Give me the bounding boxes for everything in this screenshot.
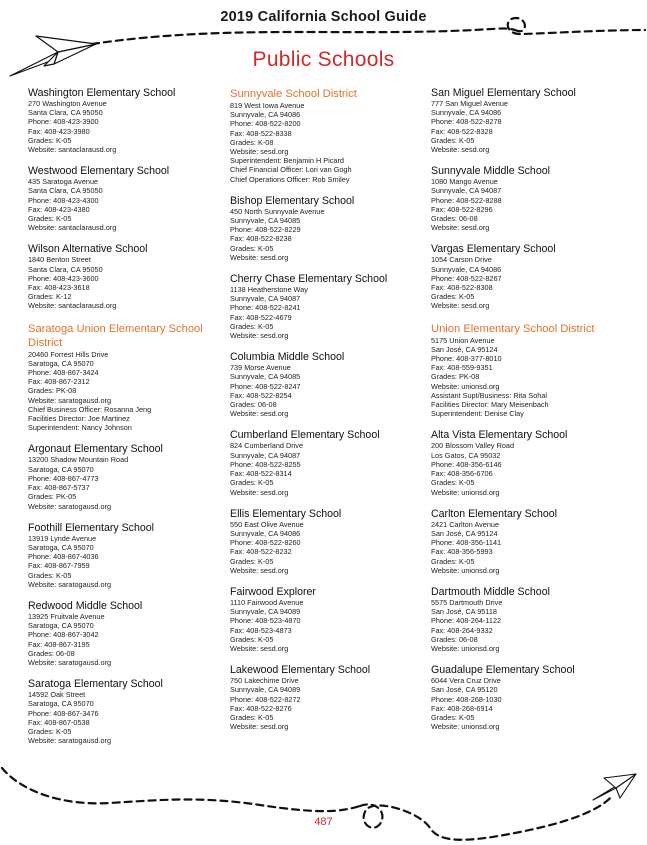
entry-detail-line: Fax: 408-523-4873 [230,625,292,635]
entry-detail-line: Fax: 408-522-8232 [230,547,292,557]
entry-detail-line: 13919 Lynde Avenue [28,533,97,543]
entry-detail-line: 1840 Benton Street [28,255,91,265]
entry-detail-line: Sunnyvale, CA 94086 [230,528,301,538]
entry-detail-line: Phone: 408-867-3424 [28,368,99,378]
school-entry [230,273,430,340]
district-entry [230,87,430,184]
school-name: Argonaut Elementary School [28,443,163,456]
school-entry [431,508,631,575]
entry-detail-line: Grades: K-05 [230,243,274,253]
school-name: Redwood Middle School [28,599,143,612]
entry-detail-line: Grades: 06-08 [28,648,75,658]
entry-detail-line: Sunnyvale, CA 94086 [431,108,502,118]
entry-detail-line: San José, CA 95118 [431,607,497,617]
district-name: Union Elementary School District [431,322,595,335]
entry-detail-line: 824 Cumberland Drive [230,441,304,451]
school-entry [28,243,228,310]
school-name: Cherry Chase Elementary School [230,273,388,286]
school-name: Foothill Elementary School [28,521,155,534]
school-name: Cumberland Elementary School [230,429,380,442]
entry-detail-line: Phone: 408-522-8229 [230,225,301,235]
entry-detail-line: 270 Washington Avenue [28,99,107,108]
entry-detail-line: Website: sesd.org [230,331,289,341]
entry-detail-line: Grades: K-05 [230,712,274,722]
school-entry [431,664,631,731]
directory-column-1 [28,87,228,756]
entry-detail-line: Website: santaclarausd.org [28,223,117,233]
entry-detail-line: Sunnyvale, CA 94085 [230,372,301,382]
entry-detail-line: Sunnyvale, CA 94085 [230,216,301,226]
entry-detail-line: Website: sesd.org [230,722,289,732]
entry-detail-line: Website: saratogausd.org [28,395,112,405]
page-number: 487 [314,816,333,828]
entry-detail-line: 819 West Iowa Avenue [230,101,305,110]
entry-detail-line: Fax: 408-867-5737 [28,483,90,493]
entry-detail-line: Fax: 408-522-8314 [230,469,292,479]
entry-detail-line: San José, CA 95124 [431,528,498,538]
entry-detail-line: Sunnyvale, CA 94087 [230,294,301,304]
entry-detail-line: 750 Lakechime Drive [230,676,299,686]
entry-detail-line: Fax: 408-423-3980 [28,126,90,136]
entry-detail-line: Grades: K-05 [431,292,475,302]
directory-column-2 [230,87,430,742]
entry-detail-line: Grades: K-05 [28,135,72,145]
district-entry [28,322,228,433]
entry-detail-line: Saratoga, CA 95070 [28,358,94,368]
entry-detail-line: Phone: 408-522-8255 [230,459,301,469]
entry-detail-line: 14592 Oak Street [28,690,86,700]
directory-column-3 [431,87,631,742]
entry-detail-line: Santa Clara, CA 95050 [28,186,103,196]
entry-detail-line: Phone: 408-356-1141 [431,538,502,548]
school-name: Washington Elementary School [28,87,176,99]
entry-detail-line: 435 Saratoga Avenue [28,177,99,187]
entry-detail-line: Phone: 408-867-4036 [28,552,99,562]
entry-detail-line: 2421 Carlton Avenue [431,519,500,529]
entry-detail-line: Saratoga, CA 95070 [28,699,94,709]
entry-detail-line: Website: saratogausd.org [28,501,112,511]
entry-detail-line: 5175 Union Avenue [431,335,495,345]
entry-detail-line: 5575 Dartmouth Drive [431,597,503,607]
paper-airplane-icon [590,770,640,805]
school-entry [28,87,228,154]
entry-detail-line: Phone: 408-264-1122 [431,616,502,626]
school-entry [431,586,631,653]
district-entry [431,322,631,419]
entry-detail-line: Fax: 408-522-8276 [230,703,292,713]
school-name: Westwood Elementary School [28,165,170,178]
entry-detail-line: Fax: 408-559-9351 [431,363,493,373]
entry-detail-line: Phone: 408-377-8010 [431,354,502,364]
entry-detail-line: Los Gatos, CA 95032 [431,450,501,460]
entry-detail-line: San José, CA 95124 [431,344,498,354]
entry-detail-line: Phone: 408-268-1030 [431,694,502,704]
entry-detail-line: Website: sesd.org [431,301,490,311]
entry-detail-line: Chief Business Officer: Rosanna Jeng [28,404,152,414]
entry-detail-line: Grades: 06-08 [230,400,277,410]
entry-detail-line: Phone: 408-523-4870 [230,616,301,626]
school-name: Bishop Elementary School [230,194,355,207]
entry-detail-line: Website: saratogausd.org [28,736,112,746]
entry-detail-line: Website: saratogausd.org [28,579,112,589]
entry-detail-line: 1054 Carson Drive [431,255,492,265]
entry-detail-line: Phone: 408-522-8278 [431,117,502,127]
entry-detail-line: Phone: 408-423-3600 [28,273,99,283]
school-entry [431,87,631,154]
entry-detail-line: Website: sesd.org [230,487,289,497]
entry-detail-line: Superintendent: Nancy Johnson [28,423,132,433]
school-name: Sunnyvale Middle School [431,165,550,178]
school-entry [431,165,631,232]
school-entry [230,508,430,575]
entry-detail-line: Phone: 408-867-3476 [28,708,99,718]
entry-detail-line: Website: sesd.org [431,145,490,155]
entry-detail-line: Grades: 06-08 [431,634,478,644]
entry-detail-line: 777 San Miguel Avenue [431,99,508,108]
entry-detail-line: Website: sesd.org [431,223,490,233]
entry-detail-line: Grades: K-05 [230,634,274,644]
school-entry [28,522,228,589]
entry-detail-line: Grades: K-05 [230,556,274,566]
entry-detail-line: Grades: PK-08 [28,386,77,396]
entry-detail-line: Website: sesd.org [230,643,289,653]
school-entry [230,351,430,418]
entry-detail-line: 450 North Sunnyvale Avenue [230,206,325,216]
school-entry [28,678,228,745]
entry-detail-line: Fax: 408-522-8254 [230,390,292,400]
entry-detail-line: Phone: 408-867-4773 [28,473,99,483]
entry-detail-line: Fax: 408-356-6706 [431,469,493,479]
entry-detail-line: 739 Morse Avenue [230,363,291,373]
school-name: Carlton Elementary School [431,507,558,520]
entry-detail-line: Website: unionsd.org [431,643,500,653]
entry-detail-line: Santa Clara, CA 95050 [28,264,103,274]
entry-detail-line: Website: unionsd.org [431,381,500,391]
school-entry [431,429,631,496]
school-entry [28,600,228,667]
entry-detail-line: 1080 Mango Avenue [431,177,498,187]
entry-detail-line: Saratoga, CA 95070 [28,464,94,474]
entry-detail-line: Fax: 408-522-8296 [431,204,493,214]
entry-detail-line: Fax: 408-522-8308 [431,283,493,293]
entry-detail-line: Fax: 408-423-4380 [28,204,90,214]
entry-detail-line: Phone: 408-356-6146 [431,459,502,469]
entry-detail-line: Fax: 408-522-8338 [230,128,292,138]
entry-detail-line: 1110 Fairwood Avenue [230,597,304,607]
entry-detail-line: Fax: 408-867-2312 [28,377,90,387]
entry-detail-line: Website: sesd.org [230,409,289,419]
entry-detail-line: Sunnyvale, CA 94089 [230,685,301,695]
school-name: Lakewood Elementary School [230,664,371,677]
entry-detail-line: Phone: 408-522-8247 [230,381,301,391]
entry-detail-line: Fax: 408-356-5993 [431,547,493,557]
entry-detail-line: Fax: 408-522-8328 [431,126,493,136]
entry-detail-line: 13200 Shadow Mountain Road [28,455,129,465]
entry-detail-line: Grades: K-05 [28,214,72,224]
section-title: Public Schools [252,48,395,71]
entry-detail-line: Saratoga, CA 95070 [28,542,94,552]
entry-detail-line: Sunnyvale, CA 94089 [230,607,301,617]
entry-detail-line: Grades: K-05 [431,478,475,488]
entry-detail-line: Fax: 408-867-0538 [28,717,90,727]
entry-detail-line: Website: santaclarausd.org [28,145,117,155]
entry-detail-line: Website: santaclarausd.org [28,301,117,311]
guide-title: 2019 California School Guide [220,9,427,25]
entry-detail-line: Grades: 06-08 [431,214,478,224]
entry-detail-line: Grades: K-05 [230,321,274,331]
school-name: Wilson Alternative School [28,243,148,256]
entry-detail-line: Grades: K-05 [431,556,475,566]
entry-detail-line: Grades: K-05 [431,135,475,145]
entry-detail-line: Fax: 408-268-6914 [431,703,493,713]
entry-detail-line: Website: unionsd.org [431,565,500,575]
entry-detail-line: Website: sesd.org [230,252,289,262]
entry-detail-line: Saratoga, CA 95070 [28,621,94,631]
entry-detail-line: Website: sesd.org [230,147,289,157]
entry-detail-line: Phone: 408-522-8200 [230,119,301,129]
entry-detail-line: Chief Operations Officer: Rob Smiley [230,174,350,184]
school-name: Vargas Elementary School [431,243,556,256]
entry-detail-line: Grades: K-12 [28,292,72,302]
entry-detail-line: Grades: PK-05 [28,492,77,502]
entry-detail-line: Website: saratogausd.org [28,657,112,667]
entry-detail-line: Fax: 408-423-3618 [28,283,90,293]
entry-detail-line: Phone: 408-522-8272 [230,694,301,704]
entry-detail-line: Sunnyvale, CA 94087 [230,450,301,460]
entry-detail-line: 13925 Fruitvale Avenue [28,611,105,621]
school-name: Guadalupe Elementary School [431,664,575,677]
entry-detail-line: Phone: 408-522-8267 [431,273,502,283]
entry-detail-line: Website: sesd.org [230,565,289,575]
entry-detail-line: Website: unionsd.org [431,487,500,497]
entry-detail-line: 6044 Vera Cruz Drive [431,676,501,686]
entry-detail-line: Phone: 408-867-3042 [28,630,99,640]
entry-detail-line: Phone: 408-423-4300 [28,195,99,205]
entry-detail-line: Grades: K-05 [230,478,274,488]
school-name: San Miguel Elementary School [431,87,576,99]
entry-detail-line: Chief Financial Officer: Lori van Gogh [230,165,352,175]
school-name: Dartmouth Middle School [431,585,550,598]
entry-detail-line: 550 East Olive Avenue [230,519,304,529]
entry-detail-line: Grades: PK-08 [431,372,480,382]
entry-detail-line: Grades: K-08 [230,137,274,147]
school-entry [230,195,430,262]
entry-detail-line: Phone: 408-522-8260 [230,538,301,548]
district-name: Sunnyvale School District [230,88,357,100]
school-name: Alta Vista Elementary School [431,429,568,442]
entry-detail-line: Fax: 408-522-4679 [230,312,292,322]
entry-detail-line: Grades: K-05 [28,570,72,580]
school-entry [230,664,430,731]
school-entry [28,165,228,232]
entry-detail-line: Superintendent: Benjamin H Picard [230,156,344,166]
school-entry [431,243,631,310]
entry-detail-line: Fax: 408-867-3195 [28,639,90,649]
school-name: Ellis Elementary School [230,507,342,520]
entry-detail-line: Facilities Director: Joe Martinez [28,414,130,424]
entry-detail-line: Fax: 408-264-9332 [431,625,493,635]
entry-detail-line: Sunnyvale, CA 94086 [230,110,301,120]
district-name: Saratoga Union Elementary School District [28,322,203,349]
entry-detail-line: Grades: K-05 [28,726,72,736]
entry-detail-line: 1138 Heatherstone Way [230,285,308,295]
school-entry [28,443,228,510]
entry-detail-line: Fax: 408-867-7959 [28,561,90,571]
school-entry [230,429,430,496]
entry-detail-line: Fax: 408-522-8238 [230,234,292,244]
entry-detail-line: Phone: 408-522-8241 [230,303,301,313]
school-name: Saratoga Elementary School [28,678,163,691]
school-name: Columbia Middle School [230,351,345,364]
entry-detail-line: 20460 Forrest Hills Drive [28,349,109,359]
school-entry [230,586,430,653]
entry-detail-line: Facilities Director: Mary Meisenbach [431,400,549,410]
entry-detail-line: Superintendent: Denise Clay [431,409,524,419]
entry-detail-line: Assistant Supt/Business: Rita Sohal [431,390,547,400]
school-name: Fairwood Explorer [230,585,316,598]
entry-detail-line: Santa Clara, CA 95050 [28,108,103,118]
entry-detail-line: Sunnyvale, CA 94086 [431,264,502,274]
entry-detail-line: Phone: 408-522-8288 [431,195,502,205]
entry-detail-line: Website: unionsd.org [431,722,500,732]
entry-detail-line: San José, CA 95120 [431,685,498,695]
entry-detail-line: Sunnyvale, CA 94087 [431,186,502,196]
entry-detail-line: Grades: K-05 [431,712,475,722]
entry-detail-line: Phone: 408-423-3900 [28,117,99,127]
entry-detail-line: 200 Blossom Valley Road [431,441,515,451]
